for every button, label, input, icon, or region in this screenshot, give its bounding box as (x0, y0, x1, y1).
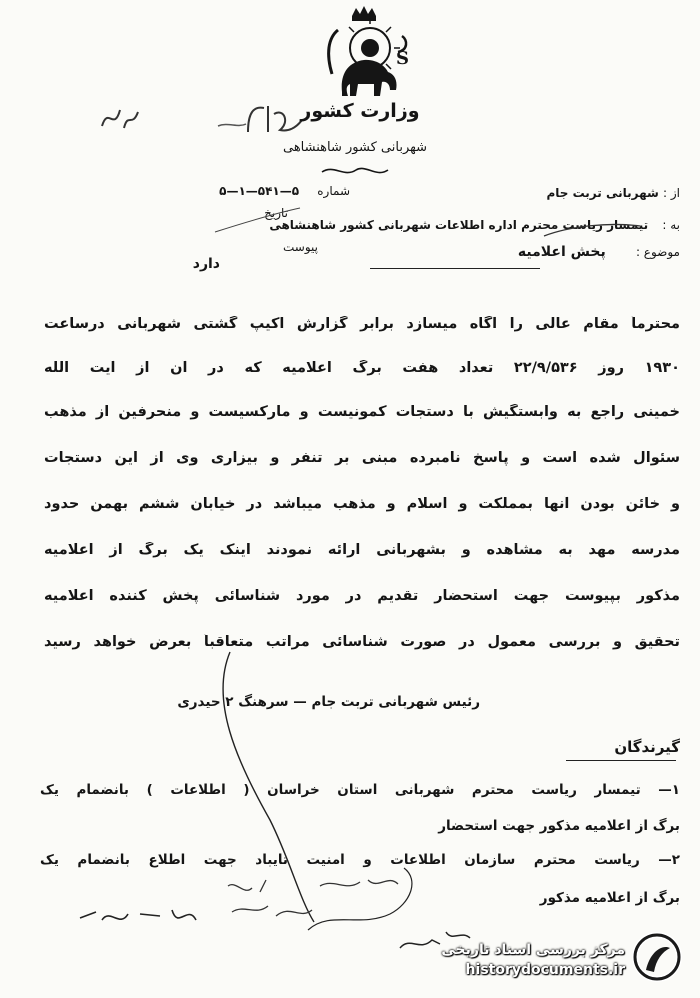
letter-number-field (200, 184, 350, 198)
date-label: تاریخ (264, 206, 288, 220)
signature-line: رئیس شهربانی تربت جام — سرهنگ ۲ حیدری (177, 694, 480, 710)
body-line-7: مذکور بپیوست جهت استحضار تقدیم در مورد شناسائی پخش کننده اعلامیه (44, 588, 680, 604)
subject-underline (370, 268, 540, 269)
lion-and-sun-emblem-icon (318, 4, 410, 108)
body-line-6: مدرسه مهد به مشاهده و بشهربانی ارائه نمودند اینک یک برگ از اعلامیه (44, 542, 680, 558)
archive-logo-icon (632, 930, 682, 984)
from-label: از : (663, 186, 680, 200)
recipients-underline (566, 760, 676, 761)
subject-label: موضوع : (635, 245, 680, 259)
ornament-icon (320, 164, 390, 178)
watermark-persian: مرکز بررسی اسناد تاریخی (441, 942, 625, 958)
watermark-url: historydocuments.ir (465, 962, 625, 978)
recipient-1-line-1: ۱— تیمسار ریاست محترم شهربانی استان خراسان ( اطلاعات ) بانضمام یک (40, 782, 680, 798)
attachment-label: پیوست (283, 240, 318, 254)
from-field (470, 186, 680, 200)
handwritten-annotation-top (98, 92, 308, 144)
police-hq-title: شهربانی کشور شاهنشاهی (282, 140, 427, 155)
recipient-2-line-2: برگ از اعلامیه مذکور (539, 890, 680, 906)
body-line-8: تحقیق و بررسی معمول در صورت شناسائی مراتب متعاقباً بعرض خواهد رسید (44, 634, 680, 650)
to-label: به : (662, 218, 680, 232)
svg-text:S: S (396, 48, 409, 69)
recipient-1-line-2: برگ از اعلامیه مذکور جهت استحضار (438, 818, 680, 834)
body-line-1: محترماً مقام عالی را آگاه میسازد برابر گزارش اکیپ گشتی شهربانی درساعت (44, 316, 680, 332)
number-label: شماره (317, 184, 350, 198)
from-value: شهربانی تربت جام (546, 186, 659, 200)
subject-field (368, 244, 680, 260)
recipient-2-line-1: ۲— ریاست محترم سازمان اطلاعات و امنیت تایباد جهت اطلاع بانضمام یک (40, 852, 680, 868)
ministry-title: وزارت کشور (300, 100, 420, 122)
recipients-title: گیرندگان (614, 738, 680, 756)
body-line-5: و خائن بودن آنها بمملکت و اسلام و مذهب میباشد در خیابان ششم بهمن حدود (44, 496, 680, 512)
body-line-2: ۱۹۳۰ روز ۲۲/۹/۵۳۶ تعداد هفت برگ اعلامیه که در آن از آیت الله (44, 360, 680, 376)
to-value: تیمسار ریاست محترم اداره اطلاعات شهربانی کشور شاهنشاهی (269, 218, 649, 232)
attachment-value: دارد (192, 256, 220, 272)
subject-value: پخش اعلامیه (517, 244, 606, 260)
to-field (180, 218, 680, 232)
body-line-4: سئوال شده است و پاسخ نامبرده مبنی بر تنفر و بیزاری وی از این دستجات (44, 450, 680, 466)
body-line-3: خمینی راجع به وابستگیش با دستجات کمونیست و مارکسیست و منحرفین از مذهب (44, 404, 680, 420)
number-value: ۵—۵۴۱—۱—۵ (219, 184, 300, 198)
